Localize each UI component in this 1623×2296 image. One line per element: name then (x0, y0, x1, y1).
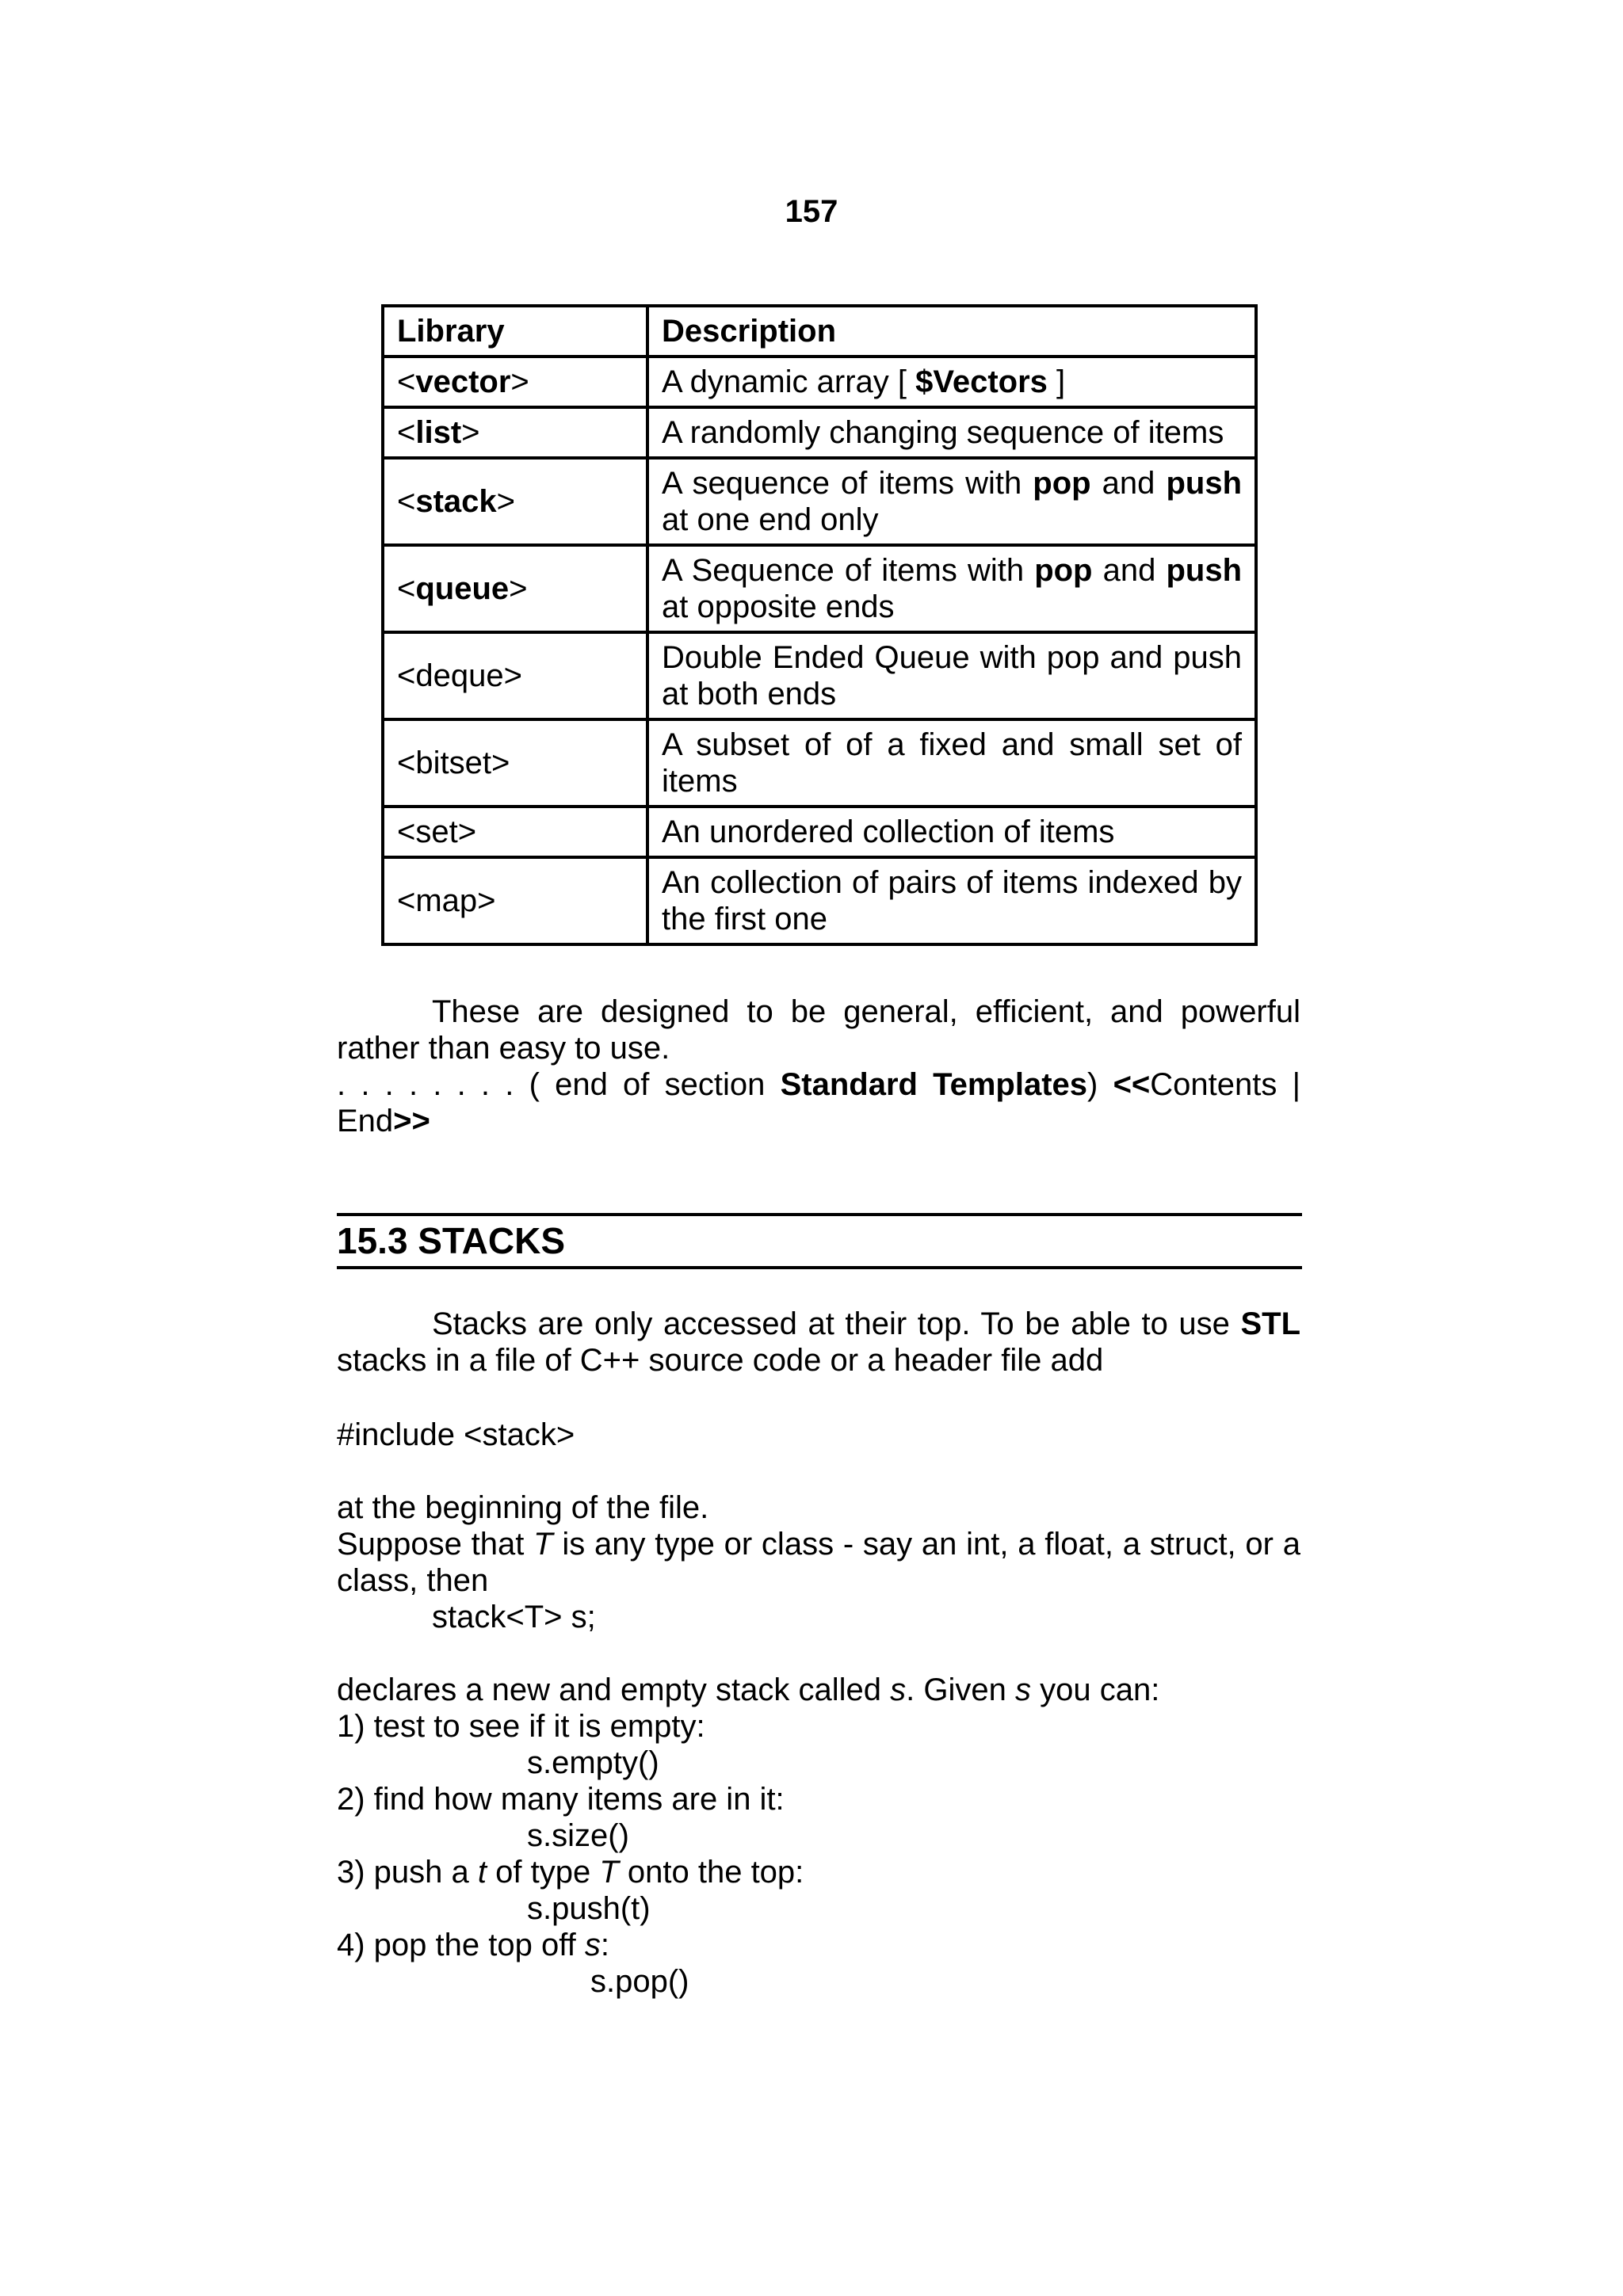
contents-link[interactable]: Contents (1150, 1067, 1277, 1102)
section-bottom-rule (337, 1266, 1302, 1269)
table-row (383, 407, 1256, 458)
description-cell: A dynamic array [ $Vectors ] (647, 357, 1256, 407)
table-row (383, 807, 1256, 857)
library-cell: <set> (383, 807, 647, 857)
header-library: Library (383, 306, 647, 357)
code-empty: s.empty() (527, 1745, 659, 1780)
code-pop: s.pop() (590, 1964, 689, 1999)
code-push: s.push(t) (527, 1891, 651, 1926)
table-header-row (383, 306, 1256, 357)
library-cell: <stack> (383, 458, 647, 545)
header-description: Description (647, 306, 1256, 357)
list-item: 3) push a t of type T onto the top: (337, 1855, 804, 1890)
table-row (383, 357, 1256, 407)
code-size: s.size() (527, 1818, 629, 1853)
end-of-section-line: . . . . . . . . ( end of section Standard Templates) <<Contents | End>> (337, 1067, 1300, 1138)
library-table (381, 304, 1258, 946)
table-row (383, 545, 1256, 632)
description-cell: Double Ended Queue with pop and push at both ends (647, 632, 1256, 719)
description-cell: A randomly changing sequence of items (647, 407, 1256, 458)
stacks-intro-paragraph: Stacks are only accessed at their top. To be able to use STL stacks in a file of C++ source code or a header file add (337, 1306, 1300, 1378)
section-heading: 15.3 STACKS (337, 1220, 566, 1261)
description-cell: A subset of of a fixed and small set of items (647, 719, 1256, 807)
suppose-paragraph: Suppose that T is any type or class - say an int, a float, a struct, or a class, then (337, 1527, 1301, 1598)
library-cell: <queue> (383, 545, 647, 632)
table-row (383, 857, 1256, 944)
declares-line: declares a new and empty stack called s. Given s you can: (337, 1672, 1160, 1707)
library-cell: <deque> (383, 632, 647, 719)
table-row (383, 719, 1256, 807)
end-link[interactable]: End (337, 1104, 394, 1138)
list-item: 1) test to see if it is empty: (337, 1709, 705, 1744)
include-line: #include <stack> (337, 1417, 575, 1452)
library-cell: <bitset> (383, 719, 647, 807)
description-cell: A sequence of items with pop and push at one end only (647, 458, 1256, 545)
declaration-code: stack<T> s; (432, 1600, 596, 1634)
library-cell: <map> (383, 857, 647, 944)
list-item: 4) pop the top off s: (337, 1928, 609, 1962)
page-number: 157 (785, 194, 838, 229)
beginning-line: at the beginning of the file. (337, 1490, 709, 1525)
library-cell: <list> (383, 407, 647, 458)
table-row (383, 632, 1256, 719)
table-row (383, 458, 1256, 545)
description-cell: An collection of pairs of items indexed by the first one (647, 857, 1256, 944)
designed-paragraph: These are designed to be general, efficient, and powerful rather than easy to use. (337, 994, 1300, 1066)
description-cell: An unordered collection of items (647, 807, 1256, 857)
section-top-rule (337, 1213, 1302, 1216)
description-cell: A Sequence of items with pop and push at opposite ends (647, 545, 1256, 632)
library-cell: <vector> (383, 357, 647, 407)
list-item: 2) find how many items are in it: (337, 1782, 785, 1817)
